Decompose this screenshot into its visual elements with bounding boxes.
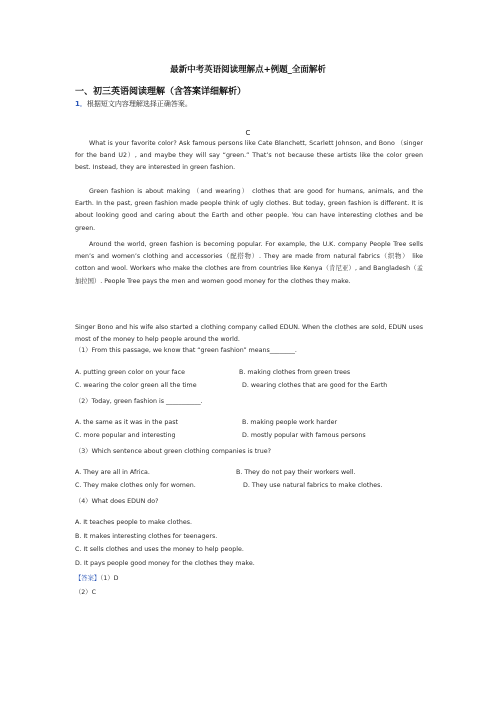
document-title: 最新中考英语阅读理解点+例题_全面解析: [170, 65, 326, 75]
option-3a: A. They are all in Africa.: [75, 469, 150, 476]
question-number: 1．: [75, 100, 87, 108]
answer-1: （1）D: [100, 575, 119, 582]
option-4b: B. It makes interesting clothes for teenagers.: [75, 533, 218, 540]
option-1a: A. putting green color on your face: [75, 369, 185, 376]
option-2d: D. mostly popular with famous persons: [242, 432, 366, 439]
question-1: （1）From this passage, we know that “green fashion” means________.: [75, 347, 297, 354]
question-3: （3）Which sentence about green clothing companies is true?: [75, 448, 271, 455]
option-3b: B. They do not pay their workers well.: [236, 469, 356, 476]
passage-paragraph: Singer Bono and his wife also started a clothing company called EDUN. When the clothes are sold, EDUN uses most of the money to help people around the world.: [75, 324, 423, 344]
option-2c: C. more popular and interesting: [75, 432, 176, 439]
option-4c: C. It sells clothes and uses the money to help people.: [75, 546, 244, 553]
passage-paragraph: Green fashion is about making （and wearing） clothes that are good for humans, animals, and the Earth. In the past, green fashion made people think of ugly clothes. But today, green fashion is different. It is about looking good and caring about the Earth and other people. You can have interesting clothes and be green.: [75, 188, 423, 232]
question-2: （2）Today, green fashion is ___________.: [75, 398, 203, 405]
answer-line: [75, 573, 119, 582]
answer-2: （2）C: [75, 589, 96, 596]
option-4a: A. It teaches people to make clothes.: [75, 519, 192, 526]
option-3d: D. They use natural fabrics to make clothes.: [243, 482, 383, 489]
option-2a: A. the same as it was in the past: [75, 419, 179, 426]
passage-paragraph: What is your favorite color? Ask famous persons like Cate Blanchett, Scarlett Johnson, and Bono （singer for the band U2）, and maybe they will say “green.” That’s not because these artists like the color green best. Instead, they are interested in green fashion.: [75, 140, 423, 172]
answer-label: 【答案】: [75, 575, 101, 582]
passage-paragraph: Around the world, green fashion is becoming popular. For example, the U.K. company People Tree sells men’s and women’s clothing and accessories（配搭物）. They are made from natural fabrics（织物） like cotton and wool. Workers who make the clothes are from countries like Kenya（肯尼亚）, and Bangladesh（孟加拉国）. People Tree pays the men and women good money for the clothes they make.: [75, 241, 423, 285]
option-2b: B. making people work harder: [242, 419, 338, 426]
instruction-text: 根据短文内容理解选择正确答案。: [86, 100, 192, 108]
option-1d: D. wearing clothes that are good for the Earth: [242, 382, 388, 389]
question-4: （4）What does EDUN do?: [75, 498, 159, 505]
option-4d: D. It pays people good money for the clothes they make.: [75, 560, 255, 567]
option-3c: C. They make clothes only for women.: [75, 482, 196, 489]
section-heading: 一、初三英语阅读理解（含答案详细解析）: [75, 87, 247, 97]
question-instruction: [75, 99, 192, 109]
option-1c: C. wearing the color green all the time: [75, 382, 197, 389]
passage-letter: C: [245, 129, 251, 137]
option-1b: B. making clothes from green trees: [239, 369, 351, 376]
